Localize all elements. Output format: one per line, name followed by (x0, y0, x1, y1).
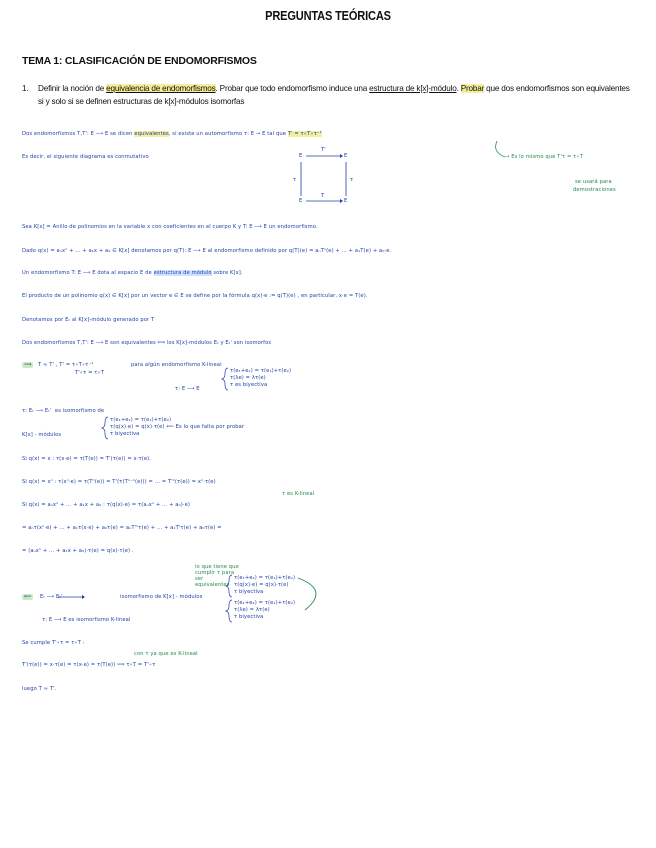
note-line-equiv-hyp: T ≈ T' , T' = τ∘T∘τ⁻¹ (38, 362, 94, 368)
note-line-denote: Denotamos por Eₜ al K[x]-módulo generado por T (22, 317, 155, 323)
note-module-iso-properties: τ(e₁+e₂) = τ(e₁)+τ(e₂) τ(q(x)·e) = q(x)·τ(e) ⟸ Es lo que falta por probar τ biyectiva (110, 417, 245, 437)
note-line-theorem: Dos endomorfismos T,T': E ⟶ E son equivalentes ⟺ los K[x]-módulos Eₜ y Eₜ' son isomorfos (22, 340, 272, 346)
note-final-conclusion: luego T ≈ T'. (22, 686, 57, 692)
question-highlight-word: Probar (460, 84, 485, 93)
note-line-product: El producto de un polinomio q(x) ∈ K[x] por un vector e ∈ E se define por la fórmula q(x)·e := q(T)(e) , en particular, x·e = T(e). (22, 293, 368, 299)
diagram-label-top: T' (321, 147, 326, 153)
diagram-label-right: τ (350, 177, 354, 183)
note-case-general: Si q(x) = aₙxⁿ + ... + a₁x + a₀ : τ(q(x)·e) = τ(aₙxⁿ + ... + a₀)·e) (22, 502, 191, 508)
note-expansion: = aₙτ(xⁿ·e) + ... + a₁τ(x·e) + a₀τ(e) = aₙT'ⁿτ(e) + ... + a₁T'τ(e) + a₀τ(e) = (22, 525, 222, 531)
note-k-linear-remark: τ es K-lineal (282, 491, 315, 497)
section-heading: TEMA 1: CLASIFICACIÓN DE ENDOMORFISMOS (22, 55, 257, 67)
note-tau-module-map: τ: Eₜ ⟶ Eₜ' es isomorfismo de (22, 408, 105, 414)
diagram-label-bottom: T (321, 193, 325, 199)
question-underlined-term: estructura de k[x]-módulo (369, 84, 457, 93)
question-text-part: . Probar que todo endomorfismo induce una (215, 84, 370, 93)
diagram-node-tr: E (344, 153, 348, 159)
note-line-equiv-hyp-3: T'∘τ = τ∘T (75, 370, 105, 376)
note-linear-remark: con τ ya que es K-lineal (134, 651, 198, 657)
note-tau-properties: τ(e₁+e₂) = τ(e₁)+τ(e₂) τ(λe) = λτ(e) τ es biyectiva (230, 368, 292, 388)
implication-backward-tag: ⟸ (24, 594, 32, 600)
note-line-equiv-hyp-2: para algún endomorfismo K-lineal (131, 362, 222, 368)
question-number: 1. (22, 84, 29, 93)
note-line-polynomial-ring: Sea K[x] = Anillo de polinomios en la variable x con coeficientes en el cuerpo K y T: E ⟶ E un endomorfismo. (22, 224, 318, 230)
note-case-xn: Si q(x) = xⁿ : τ(xⁿ·e) = τ(Tⁿ(e)) = T'(τ(Tⁿ⁻¹(e))) = ... = T'ⁿ(τ(e)) = xⁿ·τ(e) (22, 479, 216, 485)
diagram-node-bl: E (299, 198, 303, 204)
page-title: PREGUNTAS TEÓRICAS (265, 8, 391, 23)
note-kx-modules: K[x] - módulos (22, 432, 62, 438)
question-text-part: . (456, 84, 461, 93)
note-linear-iso-list: τ(e₁+e₂) = τ(e₁)+τ(e₂) τ(λe) = λτ(e) τ biyectiva (234, 600, 296, 620)
note-iso-hyp-2: isomorfismo de K[x] - módulos (120, 594, 203, 600)
note-case-x: Si q(x) = x : τ(x·e) = τ(T(e)) = T'(τ(e)) = x·τ(e). (22, 456, 151, 462)
note-tau-linear-iso: τ: E ⟶ E es isomorfismo K-lineal (42, 617, 131, 623)
note-line-q-of-t: Dado q(x) = aₙxⁿ + ... + a₁x + a₀ ∈ K[x] denotamos por q(T): E ⟶ E al endomorfismo definido por q(T)(e) = aₙTⁿ(e) + ... + a₁T(e) + a₀·e. (22, 248, 392, 254)
note-iso-hyp: Eₜ ⟶ Eₜ' (40, 594, 63, 600)
side-note-equivalence: → Es lo mismo que T'τ = τ∘T (505, 154, 583, 160)
implication-forward-tag: ⟹ (24, 362, 32, 368)
note-line-diagram-intro: Es decir, el siguiente diagrama es conmutativo (22, 154, 149, 160)
note-module-iso-list: τ(e₁+e₂) = τ(e₁)+τ(e₂) τ(q(x)·e) = q(x)·τ(e) τ biyectiva (234, 575, 296, 595)
side-note-usage-1: se usará para (575, 179, 612, 185)
note-verify: Se cumple T'∘τ = τ∘T : (22, 640, 85, 646)
note-line-module-structure: Un endomorfismo T: E ⟶ E dota al espacio E de estructura de módulo sobre K[x]. (22, 270, 243, 276)
side-note-usage-2: demostraciones (573, 187, 616, 193)
note-line-definition: Dos endomorfismos T,T': E ⟶ E se dicen equivalentes, si existe un automorfismo τ: E → E tal que T' = τ∘T∘τ⁻¹ (22, 131, 322, 137)
note-final-chain: T'(τ(e)) = x·τ(e) = τ(x·e) = τ(T(e)) ⟹ τ∘T = T'∘τ (22, 662, 156, 668)
note-requirements: lo que tiene que cumplir τ para ser equivalentes (195, 564, 239, 588)
diagram-node-br: E (344, 198, 348, 204)
note-conclusion-forward: = (aₙxⁿ + ... + a₁x + a₀)·τ(e) = q(x)·τ(e) . (22, 548, 134, 554)
question-text-part: que dos endomorfismos son equivalentes si y solo si se definen estructuras de k[x]-módulos isomorfas (38, 84, 630, 106)
question-highlight-term: equivalencia de endomorfismos (106, 84, 216, 93)
question-text-part: Definir la noción de (38, 84, 107, 93)
note-tau-map: τ: E ⟶ E (175, 386, 200, 392)
diagram-node-tl: E (299, 153, 303, 159)
diagram-label-left: τ (293, 177, 297, 183)
